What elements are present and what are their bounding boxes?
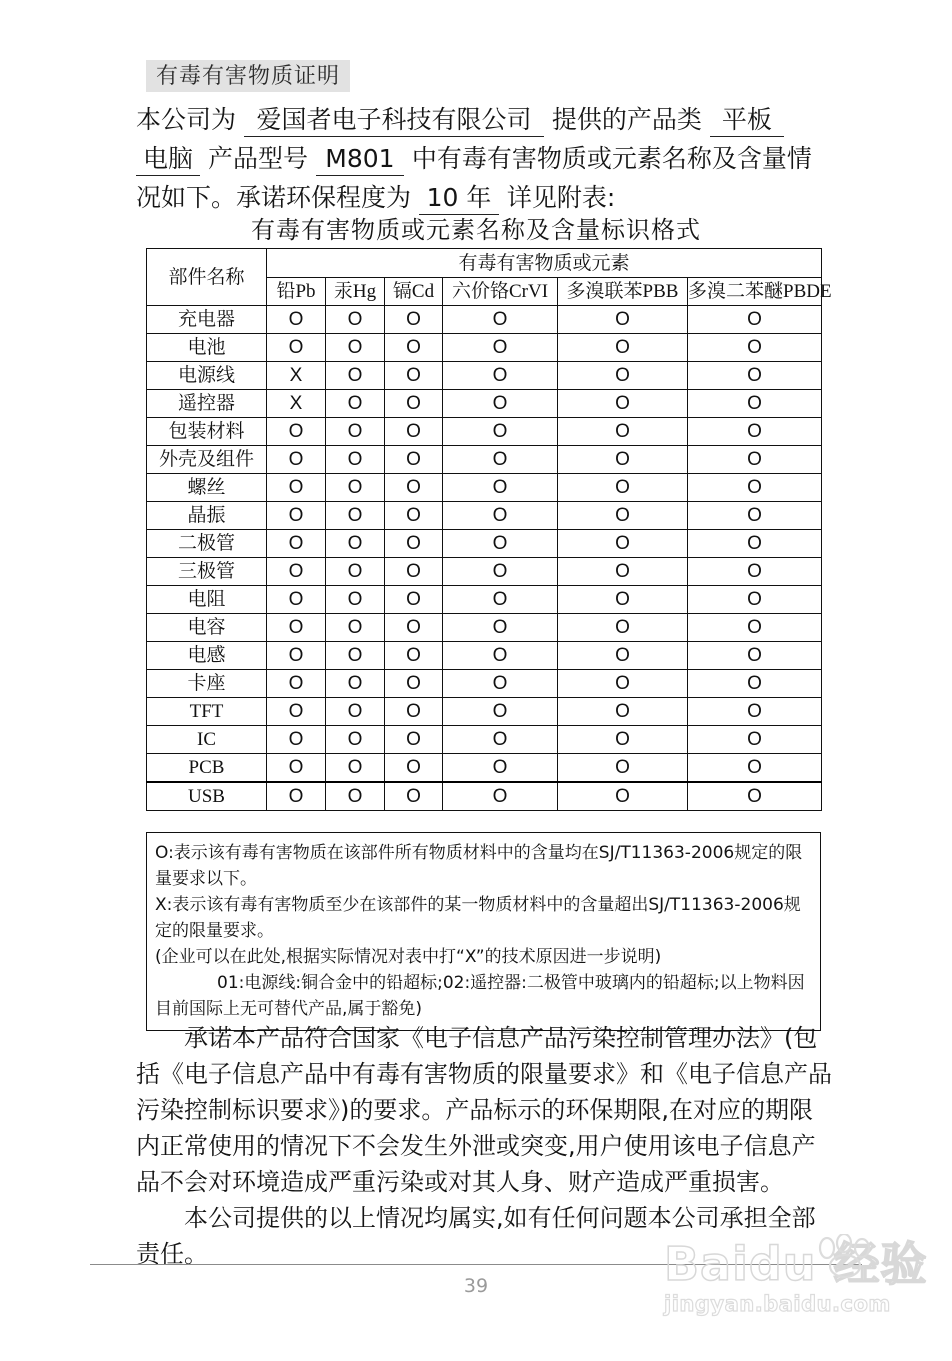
table-row (147, 642, 822, 670)
table-cell-mark: O (443, 502, 558, 530)
table-cell-mark: O (326, 306, 385, 334)
table-row (147, 782, 822, 811)
intro-text-1: 本公司为 (136, 105, 237, 134)
table-row (147, 614, 822, 642)
table-row (147, 754, 822, 783)
table-row (147, 670, 822, 698)
table-cell-mark: O (688, 670, 822, 698)
table-row-part-name: IC (147, 726, 267, 754)
footer-divider (90, 1264, 862, 1265)
table-row (147, 362, 822, 390)
table-cell-mark: O (443, 670, 558, 698)
table-row (147, 586, 822, 614)
table-cell-mark: O (326, 418, 385, 446)
table-cell-mark: O (267, 474, 326, 502)
table-cell-mark: O (326, 446, 385, 474)
table-cell-mark: O (267, 698, 326, 726)
table-cell-mark: O (267, 418, 326, 446)
substance-table (146, 248, 832, 811)
note-line-detail: 01:电源线:铜合金中的铅超标;02:遥控器:二极管中玻璃内的铅超标;以上物料因目前国际上无可替代产品,属于豁免) (155, 973, 805, 1019)
table-row-part-name: USB (147, 782, 267, 811)
table-cell-mark: O (326, 726, 385, 754)
table-row (147, 446, 822, 474)
table-cell-mark: O (443, 754, 558, 783)
product-type-field[interactable]: 平板 (710, 104, 784, 137)
table-cell-mark: O (326, 474, 385, 502)
table-cell-mark: O (558, 726, 688, 754)
table-cell-mark: O (267, 530, 326, 558)
page-number: 39 (463, 1275, 489, 1297)
table-cell-mark: O (558, 614, 688, 642)
table-row-part-name: 螺丝 (147, 474, 267, 502)
table-cell-mark: O (267, 306, 326, 334)
table-cell-mark: O (326, 530, 385, 558)
table-cell-mark: O (443, 418, 558, 446)
table-cell-mark: O (326, 586, 385, 614)
page-title: 有毒有害物质证明 (146, 60, 350, 92)
table-cell-mark: O (267, 754, 326, 783)
table-cell-mark: O (385, 558, 443, 586)
table-cell-mark: O (267, 614, 326, 642)
table-cell-mark: O (688, 390, 822, 418)
note-line-o: O:表示该有毒有害物质在该部件所有物质材料中的含量均在SJ/T11363-2006规定的限量要求以下。 (155, 843, 803, 889)
header-col-pbde: 多溴二苯醚PBDE (688, 278, 822, 306)
table-row (147, 530, 822, 558)
watermark-main-text: Baidu 经验 (664, 1237, 928, 1291)
table-cell-mark: O (443, 726, 558, 754)
table-cell-mark: O (558, 474, 688, 502)
table-cell-mark: O (688, 642, 822, 670)
table-cell-mark: O (326, 614, 385, 642)
watermark-sub-text: jingyan.baidu.com (664, 1292, 891, 1316)
table-row-part-name: PCB (147, 754, 267, 783)
table-row-part-name: 三极管 (147, 558, 267, 586)
table-cell-mark: O (558, 670, 688, 698)
header-col-pbb: 多溴联苯PBB (558, 278, 688, 306)
intro-text-3: 产品型号 (207, 144, 308, 173)
table-row-part-name: 电池 (147, 334, 267, 362)
table-cell-mark: O (688, 418, 822, 446)
table-cell-mark: O (267, 502, 326, 530)
table-row-part-name: 外壳及组件 (147, 446, 267, 474)
table-cell-mark: O (385, 670, 443, 698)
table-cell-mark: O (326, 502, 385, 530)
table-body (147, 306, 822, 811)
table-cell-mark: O (688, 754, 822, 783)
table-cell-mark: O (558, 586, 688, 614)
table-cell-mark: O (443, 362, 558, 390)
table-row-part-name: TFT (147, 698, 267, 726)
table-cell-mark: O (267, 586, 326, 614)
table-cell-mark: O (443, 474, 558, 502)
intro-text-4: 中有毒有害物质或元素名称及含量情况如下。承诺环保程度为 (136, 144, 812, 212)
table-cell-mark: O (385, 754, 443, 783)
table-cell-mark: O (558, 530, 688, 558)
table-cell-mark: O (688, 502, 822, 530)
table-cell-mark: O (688, 530, 822, 558)
table-row-part-name: 包装材料 (147, 418, 267, 446)
table-cell-mark: X (267, 390, 326, 418)
table-cell-mark: O (443, 586, 558, 614)
table-cell-mark: O (326, 558, 385, 586)
table-row (147, 334, 822, 362)
table-cell-mark: O (267, 642, 326, 670)
table-cell-mark: O (326, 670, 385, 698)
table-cell-mark: O (558, 698, 688, 726)
table-cell-mark: O (688, 446, 822, 474)
table-cell-mark: O (688, 306, 822, 334)
table-cell-mark: O (443, 614, 558, 642)
table-cell-mark: O (385, 530, 443, 558)
table-row-part-name: 电阻 (147, 586, 267, 614)
note-line-explanation: (企业可以在此处,根据实际情况对表中打“X”的技术原因进一步说明) (155, 947, 662, 967)
table-cell-mark: O (443, 530, 558, 558)
header-part-name: 部件名称 (147, 249, 267, 306)
table-row (147, 474, 822, 502)
substance-table-wrapper (146, 248, 832, 811)
table-row (147, 558, 822, 586)
table-header-row-1 (147, 249, 822, 278)
table-cell-mark: O (558, 754, 688, 783)
table-cell-mark: O (385, 306, 443, 334)
table-cell-mark: O (688, 698, 822, 726)
table-cell-mark: O (558, 334, 688, 362)
eco-period-field[interactable]: 10 年 (419, 182, 499, 215)
table-cell-mark: O (385, 474, 443, 502)
closing-statement (136, 1020, 836, 1272)
table-cell-mark: O (267, 558, 326, 586)
table-cell-mark: O (267, 726, 326, 754)
table-cell-mark: O (267, 446, 326, 474)
table-cell-mark: O (385, 642, 443, 670)
table-cell-mark: O (443, 558, 558, 586)
table-row-part-name: 晶振 (147, 502, 267, 530)
table-cell-mark: O (688, 334, 822, 362)
table-cell-mark: O (385, 362, 443, 390)
table-cell-mark: O (385, 586, 443, 614)
table-cell-mark: O (385, 782, 443, 811)
product-type-field-cont[interactable]: 电脑 (136, 143, 200, 176)
table-row-part-name: 电源线 (147, 362, 267, 390)
table-cell-mark: O (688, 474, 822, 502)
table-cell-mark: O (558, 306, 688, 334)
table-cell-mark: O (443, 642, 558, 670)
table-cell-mark: O (688, 586, 822, 614)
table-cell-mark: O (267, 782, 326, 811)
table-row-part-name: 二极管 (147, 530, 267, 558)
table-cell-mark: O (558, 446, 688, 474)
table-row (147, 306, 822, 334)
header-substance-group: 有毒有害物质或元素 (267, 249, 822, 278)
company-field[interactable]: 爱国者电子科技有限公司 (244, 104, 544, 137)
legend-notes-box (146, 832, 821, 1031)
intro-text-5: 详见附表: (506, 183, 616, 212)
table-cell-mark: O (385, 418, 443, 446)
table-head (147, 249, 832, 306)
table-cell-mark: O (558, 642, 688, 670)
table-cell-mark: O (688, 362, 822, 390)
table-cell-mark: O (326, 642, 385, 670)
table-cell-mark: O (385, 334, 443, 362)
table-row-part-name: 遥控器 (147, 390, 267, 418)
table-cell-mark: O (443, 698, 558, 726)
table-cell-mark: O (385, 502, 443, 530)
table-cell-mark: O (558, 558, 688, 586)
closing-paragraph-2: 本公司提供的以上情况均属实,如有任何问题本公司承担全部责任。 (136, 1204, 816, 1268)
table-cell-mark: O (326, 698, 385, 726)
table-cell-mark: O (385, 726, 443, 754)
table-cell-mark: O (267, 334, 326, 362)
table-cell-mark: O (558, 390, 688, 418)
table-cell-mark: O (443, 306, 558, 334)
table-cell-mark: O (326, 362, 385, 390)
table-cell-mark: O (558, 418, 688, 446)
table-title: 有毒有害物质或元素名称及含量标识格式 (251, 218, 701, 244)
table-cell-mark: O (688, 558, 822, 586)
table-cell-mark: O (267, 670, 326, 698)
closing-paragraph-1: 承诺本产品符合国家《电子信息产品污染控制管理办法》(包括《电子信息产品中有毒有害物质的限量要求》和《电子信息产品污染控制标识要求》)的要求。产品标示的环保期限,在对应的期限内正常使用的情况下不会发生外泄或突变,用户使用该电子信息产品不会对环境造成严重污染或对其人身、财产造成严重损害。 (136, 1024, 832, 1196)
table-cell-mark: O (688, 726, 822, 754)
table-cell-mark: O (385, 446, 443, 474)
table-row (147, 698, 822, 726)
header-col-hg: 汞Hg (326, 278, 385, 306)
table-cell-mark: O (443, 334, 558, 362)
table-cell-mark: O (558, 782, 688, 811)
table-row (147, 502, 822, 530)
intro-text-2: 提供的产品类 (551, 105, 702, 134)
table-row-part-name: 电感 (147, 642, 267, 670)
table-cell-mark: O (326, 334, 385, 362)
table-cell-mark: O (688, 614, 822, 642)
table-cell-mark: O (558, 362, 688, 390)
table-cell-mark: O (385, 390, 443, 418)
header-col-pb: 铅Pb (267, 278, 326, 306)
note-line-x: X:表示该有毒有害物质至少在该部件的某一物质材料中的含量超出SJ/T11363-2006规定的限量要求。 (155, 895, 801, 941)
table-row (147, 390, 822, 418)
table-cell-mark: O (688, 782, 822, 811)
table-cell-mark: O (443, 782, 558, 811)
table-cell-mark: O (385, 698, 443, 726)
intro-paragraph (136, 100, 828, 217)
table-cell-mark: O (443, 390, 558, 418)
table-row (147, 726, 822, 754)
header-col-crvi: 六价铬CrVI (443, 278, 558, 306)
table-cell-mark: O (385, 614, 443, 642)
model-field[interactable]: M801 (316, 143, 404, 176)
table-cell-mark: O (326, 782, 385, 811)
header-col-cd: 镉Cd (385, 278, 443, 306)
table-cell-mark: O (558, 502, 688, 530)
table-cell-mark: O (326, 390, 385, 418)
table-cell-mark: O (443, 446, 558, 474)
table-row-part-name: 电容 (147, 614, 267, 642)
table-row-part-name: 充电器 (147, 306, 267, 334)
table-cell-mark: O (326, 754, 385, 783)
table-cell-mark: X (267, 362, 326, 390)
table-row (147, 418, 822, 446)
table-row-part-name: 卡座 (147, 670, 267, 698)
